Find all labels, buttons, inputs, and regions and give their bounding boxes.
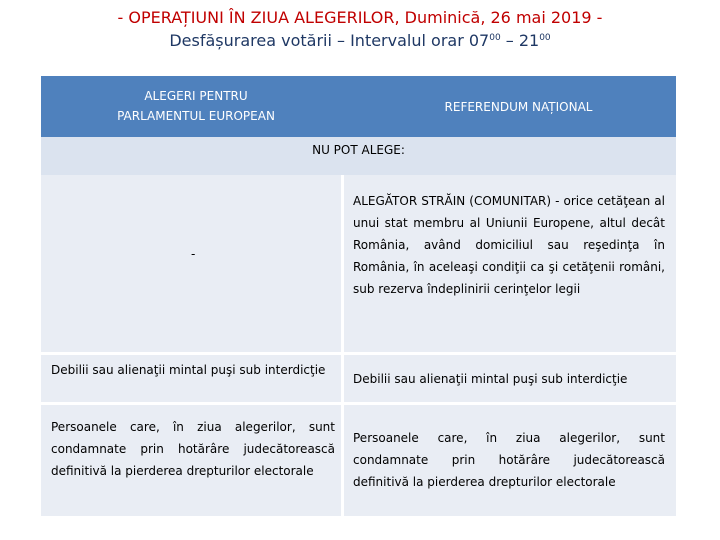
title-line-2 xyxy=(0,29,720,52)
title-line-2-mid: – 21 xyxy=(500,31,540,50)
subheader-cannot-vote: NU POT ALEGE: xyxy=(312,143,405,157)
row2-right-cell: Debilii sau alienaţii mintal puşi sub interdicţie xyxy=(353,372,628,386)
row1-right-cell: ALEGĂTOR STRĂIN (COMUNITAR) - orice cetăţean al unui stat membru al Uniunii Europene, altul decât România, având domiciliul sau reşedinţa în România, în aceleaşi condiţii ca şi cetăţenii români, sub rezerva îndeplinirii cerinţelor legii xyxy=(353,194,665,296)
row3-right-cell: Persoanele care, în ziua alegerilor, sunt condamnate prin hotărâre judecătorească definitivă la pierderea drepturilor electorale xyxy=(353,431,665,489)
row-divider xyxy=(41,402,676,405)
header-european-parliament xyxy=(41,86,351,126)
table-header-row xyxy=(41,76,676,137)
title-line-2-text: Desfășurarea votării – Intervalul orar 07 xyxy=(169,31,490,50)
eligibility-table xyxy=(41,76,676,516)
slide-title xyxy=(0,6,720,52)
table-subheader-row xyxy=(41,137,676,175)
column-divider xyxy=(341,175,344,516)
row1-left-cell: - xyxy=(191,247,196,261)
header-national-referendum: REFERENDUM NAȚIONAL xyxy=(444,100,593,114)
row3-left-cell: Persoanele care, în ziua alegerilor, sunt condamnate prin hotărâre judecătorească definitivă la pierderea drepturilor electorale xyxy=(51,420,335,478)
row-divider xyxy=(41,352,676,355)
header-european-parliament-line1: ALEGERI PENTRU xyxy=(144,89,248,103)
header-european-parliament-line2: PARLAMENTUL EUROPEAN xyxy=(117,109,275,123)
title-end-minutes: 00 xyxy=(539,33,551,43)
title-line-1: - OPERAȚIUNI ÎN ZIUA ALEGERILOR, Duminică, 26 mai 2019 - xyxy=(117,8,603,27)
title-start-minutes: 00 xyxy=(489,33,501,43)
row2-left-cell: Debilii sau alienaţii mintal puşi sub interdicţie xyxy=(51,363,326,377)
